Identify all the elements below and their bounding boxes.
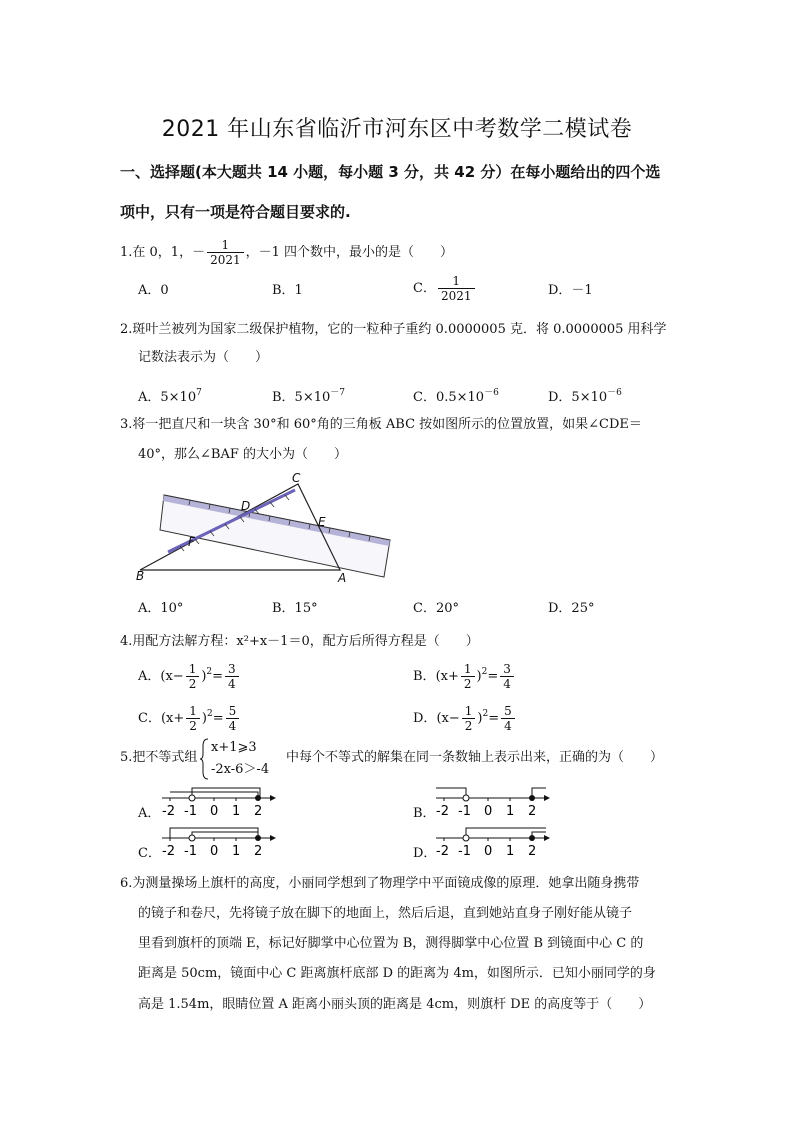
label-d: D	[241, 499, 251, 513]
numberline-c	[160, 824, 278, 858]
tick-label: 2	[528, 844, 537, 858]
label-e: E	[318, 515, 326, 529]
q3-option-d[interactable]: D．25°	[548, 601, 595, 616]
q2-option-d[interactable]: D．$5\times 10^{-6}$	[548, 388, 622, 405]
tick-label: -1	[184, 804, 197, 818]
q1-option-b[interactable]: B．1	[272, 283, 303, 298]
question-5-suffix: 中每个不等式的解集在同一条数轴上表示出来，正确的为（ ）	[286, 750, 664, 765]
q3-figure	[130, 470, 400, 590]
q5-option-b[interactable]: B．	[413, 806, 436, 821]
section-heading-line2: 项中，只有一项是符合题目要求的.	[120, 203, 351, 221]
tick-label: -1	[184, 844, 197, 858]
page-title: 2021 年山东省临沂市河东区中考数学二模试卷	[161, 117, 633, 142]
q5-option-a[interactable]: A．	[138, 806, 161, 821]
tick-label: 0	[484, 844, 493, 858]
q4-option-d[interactable]: D．(x− $\frac{1}{2}$ )$^2$= $\frac{5}{4}$	[413, 704, 517, 733]
tick-label: 2	[254, 844, 263, 858]
section-heading-line1: 一、选择题(本大题共 14 小题，每小题 3 分，共 42 分）在每小题给出的四个选	[120, 163, 661, 181]
q4-option-a[interactable]: A．(x− $\frac{1}{2}$ )$^2$= $\frac{3}{4}$	[138, 662, 241, 691]
tick-label: -2	[436, 844, 449, 858]
system-brace	[200, 738, 210, 780]
tick-label: -2	[162, 844, 175, 858]
numberline-a	[160, 784, 278, 818]
tick-label: 1	[506, 804, 515, 818]
q1-option-d[interactable]: D．－1	[548, 283, 593, 298]
tick-label: -2	[436, 804, 449, 818]
q1-fraction: $\frac{1}{2021}$	[207, 238, 244, 267]
question-6-line1: 6.为测量操场上旗杆的高度，小丽同学想到了物理学中平面镜成像的原理．她拿出随身携带	[120, 876, 640, 891]
tick-label: 1	[232, 804, 241, 818]
question-6-line2: 的镜子和卷尺，先将镜子放在脚下的地面上，然后后退，直到她站直身子刚好能从镜子	[138, 906, 633, 921]
q5-option-c[interactable]: C．	[138, 846, 161, 861]
tick-label: 2	[528, 804, 537, 818]
question-3-line2: 40°，那么∠BAF 的大小为（ ）	[138, 447, 348, 462]
q5-option-d[interactable]: D．	[413, 846, 437, 861]
label-a: A	[338, 571, 347, 585]
inequality-2: -2x-6＞-4	[211, 762, 270, 777]
question-5-prefix: 5.把不等式组	[120, 750, 198, 765]
tick-label: 2	[254, 804, 263, 818]
q4-option-b[interactable]: B．(x+ $\frac{1}{2}$ )$^2$= $\frac{3}{4}$	[413, 662, 516, 691]
q3-option-a[interactable]: A．10°	[138, 601, 184, 616]
q3-option-c[interactable]: C．20°	[413, 601, 459, 616]
question-6-line5: 高是 1.54m，眼睛位置 A 距离小丽头顶的距离是 4cm，则旗杆 DE 的高度等于（ ）	[138, 997, 652, 1012]
q2-option-b[interactable]: B．$5\times 10^{-7}$	[272, 388, 345, 405]
q1-option-c[interactable]: C． $\frac{1}{2021}$	[413, 274, 477, 303]
q2-option-c[interactable]: C．$0.5\times 10^{-6}$	[413, 388, 499, 405]
tick-label: -2	[162, 804, 175, 818]
numberline-b	[434, 784, 552, 818]
question-6-line3: 里看到旗杆的顶端 E，标记好脚掌中心位置为 B，测得脚掌中心位置 B 到镜面中心 C 的	[138, 936, 644, 951]
question-4-stem: 4.用配方法解方程：x²+x－1＝0，配方后所得方程是（ ）	[120, 634, 479, 649]
question-1-stem: 1.在 0，1，－ $\frac{1}{2021}$ ，－1 四个数中，最小的是（ ）	[120, 238, 454, 267]
tick-label: 0	[210, 804, 219, 818]
q4-option-c[interactable]: C．(x+ $\frac{1}{2}$ )$^2$= $\frac{5}{4}$	[138, 704, 241, 733]
question-6-line4: 距离是 50cm，镜面中心 C 距离旗杆底部 D 的距离为 4m，如图所示．已知小丽同学的身	[138, 966, 656, 981]
numberline-d	[434, 824, 552, 858]
question-2-line1: 2.斑叶兰被列为国家二级保护植物，它的一粒种子重约 0.0000005 克．将 0.0000005 用科学	[120, 322, 667, 337]
tick-label: -1	[458, 804, 471, 818]
question-2-line2: 记数法表示为（ ）	[138, 350, 269, 365]
q3-option-b[interactable]: B．15°	[272, 601, 318, 616]
tick-label: 1	[232, 844, 241, 858]
label-f: F	[188, 535, 195, 549]
label-c: C	[292, 471, 301, 485]
q1-option-a[interactable]: A．0	[138, 283, 169, 298]
label-b: B	[136, 569, 145, 583]
tick-label: 0	[210, 844, 219, 858]
tick-label: 0	[484, 804, 493, 818]
tick-label: -1	[458, 844, 471, 858]
inequality-1: x+1⩾3	[211, 740, 257, 755]
question-3-line1: 3.将一把直尺和一块含 30°和 60°角的三角板 ABC 按如图所示的位置放置，如果∠CDE＝	[120, 417, 642, 432]
tick-label: 1	[506, 844, 515, 858]
q2-option-a[interactable]: A．$5\times 10^7$	[138, 388, 202, 405]
